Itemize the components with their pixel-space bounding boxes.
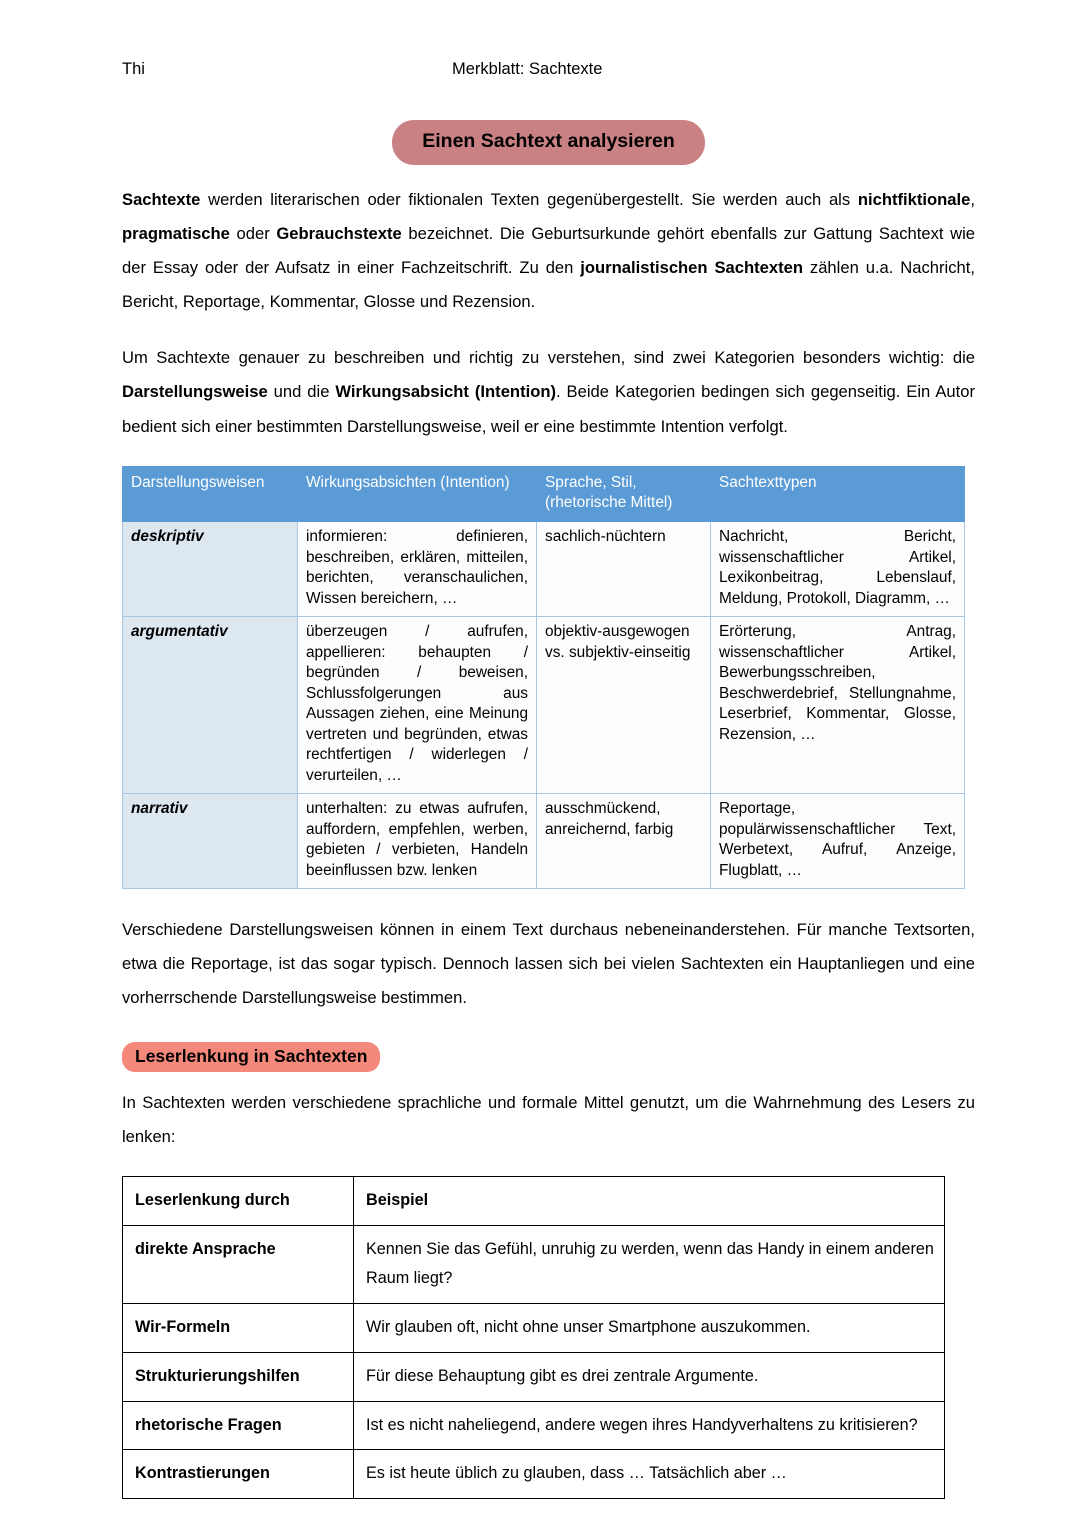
section-heading-container bbox=[122, 1042, 975, 1073]
table1-header-darstellungsweisen: Darstellungsweisen bbox=[123, 466, 298, 522]
header-author: Thi bbox=[122, 60, 145, 78]
intro-p2-run5: . Beide Kategorien bedingen sich gegenseitig. Ein Autor bedient sich einer bestimmten Darstellungsweise, weil er eine bestimmte Intention verfolgt. bbox=[122, 382, 975, 436]
after-table-paragraph: Verschiedene Darstellungsweisen können in einem Text durchaus nebeneinanderstehen. Für manche Textsorten, etwa die Reportage, ist das sogar typisch. Dennoch lassen sich bei vielen Sachtexten ein Hauptanliegen und eine vorherrschende Darstellungsweise bestimmen. bbox=[122, 920, 975, 1008]
table-row bbox=[123, 1303, 945, 1352]
header-document-title: Merkblatt: Sachtexte bbox=[452, 60, 603, 78]
table1-header-sprache-stil: Sprache, Stil, (rhetorische Mittel) bbox=[537, 466, 711, 522]
table1-cell-argumentativ-typen: Erörterung, Antrag, wissenschaftlicher Artikel, Bewerbungsschreiben, Beschwerdebrief, Stellungnahme, Leserbrief, Kommentar, Glosse, Rezension, … bbox=[711, 617, 965, 794]
table-row bbox=[123, 1226, 945, 1304]
table1-header-row bbox=[123, 466, 965, 522]
table-row bbox=[123, 794, 965, 889]
intro-p1-run2: werden literarischen oder fiktionalen Texten gegenübergestellt. Sie werden auch als bbox=[200, 189, 858, 209]
table2-header-beispiel: Beispiel bbox=[354, 1177, 945, 1226]
table-row bbox=[123, 617, 965, 794]
table1-cell-deskriptiv-typen: Nachricht, Bericht, wissenschaftlicher Artikel, Lexikonbeitrag, Lebenslauf, Meldung, Protokoll, Diagramm, … bbox=[711, 522, 965, 617]
table-row bbox=[123, 1450, 945, 1499]
darstellungsweisen-table bbox=[122, 466, 965, 889]
intro-paragraph-1 bbox=[122, 183, 975, 320]
table1-row-label-deskriptiv: deskriptiv bbox=[123, 522, 298, 617]
table-row bbox=[123, 1401, 945, 1450]
intro-p1-bold-sachtexte: Sachtexte bbox=[122, 189, 201, 209]
intro-p1-run10: zählen u.a. Nachricht, Bericht, Reportage, Kommentar, Glosse und Rezension. bbox=[122, 257, 975, 312]
table2-means-rhetorische-fragen: rhetorische Fragen bbox=[123, 1401, 354, 1450]
table2-example-wir-formeln: Wir glauben oft, nicht ohne unser Smartphone auszukommen. bbox=[354, 1303, 945, 1352]
table2-example-kontrastierungen: Es ist heute üblich zu glauben, dass … Tatsächlich aber … bbox=[354, 1450, 945, 1499]
leserlenkung-table bbox=[122, 1176, 945, 1499]
table2-means-wir-formeln: Wir-Formeln bbox=[123, 1303, 354, 1352]
table2-header-leserlenkung-durch: Leserlenkung durch bbox=[123, 1177, 354, 1226]
intro-p1-bold-journalistische: journalistischen Sachtexten bbox=[580, 257, 803, 277]
table2-example-direkte-ansprache: Kennen Sie das Gefühl, unruhig zu werden, wenn das Handy in einem anderen Raum liegt? bbox=[354, 1226, 945, 1304]
table-row bbox=[123, 1352, 945, 1401]
intro-p2-run1: Um Sachtexte genauer zu beschreiben und richtig zu verstehen, sind zwei Kategorien besonders wichtig: die bbox=[122, 348, 975, 368]
section-heading-badge: Leserlenkung in Sachtexten bbox=[122, 1042, 380, 1073]
table1-row-label-argumentativ: argumentativ bbox=[123, 617, 298, 794]
table1-cell-argumentativ-intention: überzeugen / aufrufen, appellieren: behaupten / begründen / beweisen, Schlussfolgerungen aus Aussagen ziehen, eine Meinung vertreten und begründen, etwas rechtfertigen / widerlegen / verurteilen, … bbox=[298, 617, 537, 794]
intro-paragraph-2 bbox=[122, 341, 975, 444]
table2-example-strukturierungshilfen: Für diese Behauptung gibt es drei zentrale Argumente. bbox=[354, 1352, 945, 1401]
table2-header-row bbox=[123, 1177, 945, 1226]
table2-means-strukturierungshilfen: Strukturierungshilfen bbox=[123, 1352, 354, 1401]
main-title-badge: Einen Sachtext analysieren bbox=[392, 120, 705, 165]
intro-p1-run4: , bbox=[970, 189, 975, 209]
running-header bbox=[122, 60, 975, 80]
table1-cell-narrativ-intention: unterhalten: zu etwas aufrufen, auffordern, empfehlen, werben, gebieten / verbieten, Handeln beeinflussen bzw. lenken bbox=[298, 794, 537, 889]
intro-p2-run3: und die bbox=[267, 382, 336, 402]
main-title-container bbox=[122, 120, 975, 165]
section-intro-paragraph: In Sachtexten werden verschiedene sprachliche und formale Mittel genutzt, um die Wahrnehmung des Lesers zu lenken: bbox=[122, 1093, 975, 1147]
intro-p1-bold-nichtfiktionale: nichtfiktionale bbox=[857, 189, 971, 209]
intro-p1-bold-gebrauchstexte: Gebrauchstexte bbox=[276, 223, 402, 243]
intro-p2-bold-wirkungsabsicht: Wirkungsabsicht (Intention) bbox=[335, 382, 556, 402]
table2-means-direkte-ansprache: direkte Ansprache bbox=[123, 1226, 354, 1304]
table1-cell-argumentativ-sprache: objektiv-ausgewogen vs. subjektiv-einseitig bbox=[537, 617, 711, 794]
table1-header-sachtexttypen: Sachtexttypen bbox=[711, 466, 965, 522]
intro-p1-run6: oder bbox=[229, 223, 277, 243]
table2-means-kontrastierungen: Kontrastierungen bbox=[123, 1450, 354, 1499]
table1-cell-narrativ-typen: Reportage, populärwissenschaftlicher Text, Werbetext, Aufruf, Anzeige, Flugblatt, … bbox=[711, 794, 965, 889]
table1-header-wirkungsabsichten: Wirkungsabsichten (Intention) bbox=[298, 466, 537, 522]
table-row bbox=[123, 522, 965, 617]
table1-cell-deskriptiv-intention: informieren: definieren, beschreiben, erklären, mitteilen, berichten, veranschaulichen, Wissen bereichern, … bbox=[298, 522, 537, 617]
intro-p1-bold-pragmatische: pragmatische bbox=[122, 223, 230, 243]
table1-cell-deskriptiv-sprache: sachlich-nüchtern bbox=[537, 522, 711, 617]
intro-p2-bold-darstellungsweise: Darstellungsweise bbox=[122, 382, 268, 402]
table1-cell-narrativ-sprache: ausschmückend, anreichernd, farbig bbox=[537, 794, 711, 889]
table2-example-rhetorische-fragen: Ist es nicht naheliegend, andere wegen ihres Handyverhaltens zu kritisieren? bbox=[354, 1401, 945, 1450]
table1-row-label-narrativ: narrativ bbox=[123, 794, 298, 889]
intro-p1-run8: bezeichnet. Die Geburtsurkunde gehört ebenfalls zur Gattung Sachtext wie der Essay oder der Aufsatz in einer Fachzeitschrift. Zu den bbox=[122, 223, 975, 277]
